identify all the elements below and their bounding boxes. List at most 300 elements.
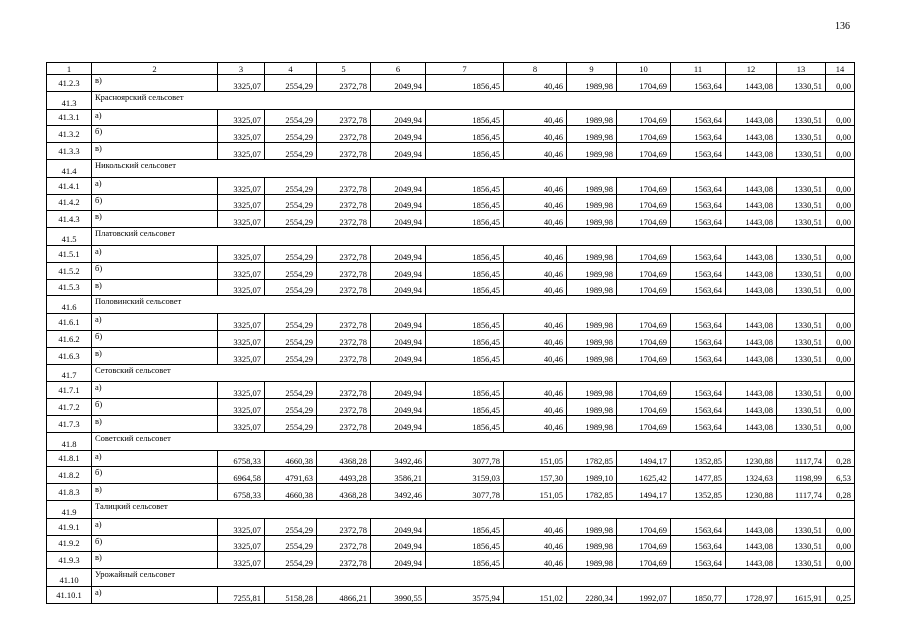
- table-cell: 1494,17: [617, 484, 671, 501]
- table-cell: 40,46: [504, 75, 567, 92]
- table-cell: 40,46: [504, 211, 567, 228]
- table-cell: 2554,29: [265, 109, 317, 126]
- section-row: [47, 159, 855, 177]
- table-cell: 1443,08: [726, 262, 777, 279]
- table-cell: 3325,07: [218, 347, 265, 364]
- table-cell: 1443,08: [726, 211, 777, 228]
- table-cell: 4493,28: [317, 467, 371, 484]
- table-cell: 1443,08: [726, 382, 777, 399]
- table-cell: 40,46: [504, 177, 567, 194]
- table-cell: 3325,07: [218, 143, 265, 160]
- table-cell: 1989,98: [567, 399, 617, 416]
- table-cell: 40,46: [504, 126, 567, 143]
- table-cell: 1704,69: [617, 194, 671, 211]
- column-header: 1: [47, 63, 92, 75]
- table-cell: 4866,21: [317, 586, 371, 603]
- table-cell: 0,00: [826, 109, 855, 126]
- table-row: [47, 330, 855, 347]
- table-cell: 2049,94: [371, 279, 426, 296]
- table-cell: 1704,69: [617, 75, 671, 92]
- row-subitem: а): [92, 245, 218, 262]
- table-cell: 1330,51: [777, 245, 826, 262]
- table-cell: 1563,64: [671, 143, 726, 160]
- table-cell: 1704,69: [617, 109, 671, 126]
- table-row: [47, 279, 855, 296]
- table-cell: 2049,94: [371, 518, 426, 535]
- table-cell: 1443,08: [726, 75, 777, 92]
- table-cell: 2554,29: [265, 126, 317, 143]
- section-row: [47, 364, 855, 382]
- table-cell: 1856,45: [426, 399, 504, 416]
- table-cell: 2372,78: [317, 177, 371, 194]
- table-cell: 2554,29: [265, 399, 317, 416]
- section-title: Сетовский сельсовет: [92, 364, 855, 382]
- table-cell: 3325,07: [218, 75, 265, 92]
- table-cell: 0,00: [826, 552, 855, 569]
- table-cell: 1989,98: [567, 109, 617, 126]
- table-cell: 1989,98: [567, 126, 617, 143]
- table-cell: 1704,69: [617, 245, 671, 262]
- table-cell: 2554,29: [265, 194, 317, 211]
- section-row: [47, 91, 855, 109]
- row-code: 41.3: [47, 91, 92, 109]
- row-subitem: б): [92, 535, 218, 552]
- table-cell: 0,00: [826, 330, 855, 347]
- table-cell: 1443,08: [726, 415, 777, 432]
- table-cell: 1856,45: [426, 262, 504, 279]
- section-title: Никольский сельсовет: [92, 159, 855, 177]
- table-cell: 3325,07: [218, 314, 265, 331]
- column-header: 11: [671, 63, 726, 75]
- table-cell: 2049,94: [371, 399, 426, 416]
- table-cell: 1856,45: [426, 330, 504, 347]
- table-cell: 7255,81: [218, 586, 265, 603]
- row-subitem: в): [92, 211, 218, 228]
- table-cell: 1494,17: [617, 450, 671, 467]
- table-row: [47, 415, 855, 432]
- table-cell: 3325,07: [218, 382, 265, 399]
- table-cell: 2372,78: [317, 552, 371, 569]
- table-cell: 1443,08: [726, 109, 777, 126]
- table-cell: 2049,94: [371, 126, 426, 143]
- row-subitem: а): [92, 586, 218, 603]
- table-cell: 2049,94: [371, 211, 426, 228]
- table-cell: 3325,07: [218, 177, 265, 194]
- row-code: 41.4: [47, 159, 92, 177]
- table-cell: 1443,08: [726, 535, 777, 552]
- table-cell: 1330,51: [777, 279, 826, 296]
- row-code: 41.6.2: [47, 330, 92, 347]
- table-cell: 1989,98: [567, 552, 617, 569]
- table-cell: 157,30: [504, 467, 567, 484]
- table-cell: 2554,29: [265, 347, 317, 364]
- row-code: 41.9.1: [47, 518, 92, 535]
- table-cell: 0,00: [826, 245, 855, 262]
- table-cell: 1477,85: [671, 467, 726, 484]
- column-header: 12: [726, 63, 777, 75]
- table-cell: 3325,07: [218, 535, 265, 552]
- table-cell: 1117,74: [777, 484, 826, 501]
- table-cell: 40,46: [504, 109, 567, 126]
- table-cell: 1330,51: [777, 552, 826, 569]
- table-row: [47, 75, 855, 92]
- table-cell: 1989,98: [567, 518, 617, 535]
- table-row: [47, 450, 855, 467]
- table-cell: 1230,88: [726, 484, 777, 501]
- table-row: [47, 245, 855, 262]
- table-cell: 1992,07: [617, 586, 671, 603]
- table-cell: 2372,78: [317, 75, 371, 92]
- table-cell: 2554,29: [265, 245, 317, 262]
- table-cell: 1330,51: [777, 75, 826, 92]
- table-cell: 2372,78: [317, 347, 371, 364]
- table-cell: 1443,08: [726, 347, 777, 364]
- row-subitem: б): [92, 399, 218, 416]
- table-cell: 2372,78: [317, 382, 371, 399]
- table-cell: 1615,91: [777, 586, 826, 603]
- table-cell: 40,46: [504, 245, 567, 262]
- section-title: Половинский сельсовет: [92, 296, 855, 314]
- table-cell: 40,46: [504, 347, 567, 364]
- data-table: [46, 62, 855, 604]
- table-cell: 1563,64: [671, 194, 726, 211]
- table-cell: 2554,29: [265, 279, 317, 296]
- table-cell: 1352,85: [671, 450, 726, 467]
- table-cell: 2049,94: [371, 535, 426, 552]
- column-header: 7: [426, 63, 504, 75]
- table-cell: 1330,51: [777, 535, 826, 552]
- row-subitem: а): [92, 518, 218, 535]
- table-cell: 1563,64: [671, 518, 726, 535]
- table-row: [47, 552, 855, 569]
- table-row: [47, 535, 855, 552]
- table-cell: 1330,51: [777, 382, 826, 399]
- table-cell: 1563,64: [671, 126, 726, 143]
- row-subitem: в): [92, 484, 218, 501]
- table-cell: 1856,45: [426, 194, 504, 211]
- row-subitem: в): [92, 552, 218, 569]
- table-cell: 2280,34: [567, 586, 617, 603]
- table-cell: 0,00: [826, 143, 855, 160]
- table-cell: 1704,69: [617, 262, 671, 279]
- table-cell: 6,53: [826, 467, 855, 484]
- row-code: 41.4.2: [47, 194, 92, 211]
- table-cell: 1856,45: [426, 347, 504, 364]
- table-cell: 3325,07: [218, 262, 265, 279]
- table-cell: 2372,78: [317, 535, 371, 552]
- table-cell: 1728,97: [726, 586, 777, 603]
- table-cell: 0,28: [826, 450, 855, 467]
- table-cell: 2372,78: [317, 279, 371, 296]
- table-cell: 1443,08: [726, 330, 777, 347]
- table-cell: 1989,98: [567, 143, 617, 160]
- table-cell: 1330,51: [777, 109, 826, 126]
- table-cell: 1989,98: [567, 177, 617, 194]
- table-cell: 2049,94: [371, 177, 426, 194]
- table-cell: 0,00: [826, 399, 855, 416]
- row-code: 41.8.1: [47, 450, 92, 467]
- table-cell: 2049,94: [371, 415, 426, 432]
- table-row: [47, 347, 855, 364]
- table-cell: 1625,42: [617, 467, 671, 484]
- row-code: 41.3.3: [47, 143, 92, 160]
- table-cell: 1989,98: [567, 194, 617, 211]
- table-cell: 1704,69: [617, 143, 671, 160]
- row-subitem: в): [92, 347, 218, 364]
- table-cell: 1443,08: [726, 518, 777, 535]
- table-cell: 40,46: [504, 552, 567, 569]
- section-title: Талицкий сельсовет: [92, 500, 855, 518]
- table-cell: 1324,63: [726, 467, 777, 484]
- table-cell: 3575,94: [426, 586, 504, 603]
- table-cell: 6964,58: [218, 467, 265, 484]
- row-code: 41.5.1: [47, 245, 92, 262]
- table-cell: 2554,29: [265, 262, 317, 279]
- table-cell: 2049,94: [371, 245, 426, 262]
- table-cell: 1563,64: [671, 347, 726, 364]
- row-code: 41.3.1: [47, 109, 92, 126]
- table-cell: 3325,07: [218, 330, 265, 347]
- table-cell: 0,00: [826, 518, 855, 535]
- table-cell: 1443,08: [726, 194, 777, 211]
- table-cell: 2554,29: [265, 75, 317, 92]
- table-row: [47, 484, 855, 501]
- section-row: [47, 569, 855, 587]
- row-code: 41.6.3: [47, 347, 92, 364]
- section-row: [47, 228, 855, 246]
- table-cell: 2554,29: [265, 177, 317, 194]
- table-cell: 1563,64: [671, 415, 726, 432]
- table-cell: 0,00: [826, 279, 855, 296]
- table-cell: 2372,78: [317, 143, 371, 160]
- table-cell: 1856,45: [426, 382, 504, 399]
- table-cell: 0,00: [826, 314, 855, 331]
- table-cell: 40,46: [504, 314, 567, 331]
- table-cell: 1856,45: [426, 126, 504, 143]
- table-cell: 40,46: [504, 535, 567, 552]
- table-cell: 0,00: [826, 177, 855, 194]
- table-row: [47, 314, 855, 331]
- row-subitem: а): [92, 314, 218, 331]
- table-cell: 40,46: [504, 330, 567, 347]
- table-cell: 40,46: [504, 399, 567, 416]
- table-cell: 40,46: [504, 382, 567, 399]
- table-cell: 1989,98: [567, 245, 617, 262]
- table-row: [47, 211, 855, 228]
- table-cell: 1443,08: [726, 126, 777, 143]
- table-cell: 151,05: [504, 484, 567, 501]
- table-cell: 1330,51: [777, 211, 826, 228]
- table-cell: 40,46: [504, 262, 567, 279]
- table-cell: 2049,94: [371, 109, 426, 126]
- table-cell: 1989,98: [567, 330, 617, 347]
- table-cell: 3990,55: [371, 586, 426, 603]
- table-cell: 1856,45: [426, 143, 504, 160]
- row-subitem: б): [92, 126, 218, 143]
- table-cell: 3492,46: [371, 450, 426, 467]
- table-cell: 1989,98: [567, 75, 617, 92]
- row-subitem: в): [92, 75, 218, 92]
- table-cell: 1782,85: [567, 450, 617, 467]
- table-row: [47, 177, 855, 194]
- table-cell: 151,05: [504, 450, 567, 467]
- row-subitem: а): [92, 382, 218, 399]
- table-cell: 1856,45: [426, 518, 504, 535]
- table-cell: 151,02: [504, 586, 567, 603]
- table-cell: 40,46: [504, 415, 567, 432]
- table-cell: 2554,29: [265, 330, 317, 347]
- table-cell: 1856,45: [426, 314, 504, 331]
- table-row: [47, 467, 855, 484]
- table-cell: 3586,21: [371, 467, 426, 484]
- table-cell: 0,00: [826, 194, 855, 211]
- table-row: [47, 143, 855, 160]
- table-row: [47, 586, 855, 603]
- table-cell: 1989,98: [567, 382, 617, 399]
- table-cell: 1563,64: [671, 552, 726, 569]
- table-cell: 1856,45: [426, 177, 504, 194]
- column-header: 9: [567, 63, 617, 75]
- table-cell: 3325,07: [218, 552, 265, 569]
- table-cell: 1230,88: [726, 450, 777, 467]
- row-code: 41.8.3: [47, 484, 92, 501]
- section-row: [47, 296, 855, 314]
- table-cell: 2372,78: [317, 518, 371, 535]
- row-code: 41.9.2: [47, 535, 92, 552]
- table-cell: 1330,51: [777, 314, 826, 331]
- column-header: 2: [92, 63, 218, 75]
- table-cell: 1850,77: [671, 586, 726, 603]
- row-subitem: в): [92, 143, 218, 160]
- table-cell: 1856,45: [426, 415, 504, 432]
- column-header: 13: [777, 63, 826, 75]
- table-cell: 3325,07: [218, 518, 265, 535]
- section-title: Платовский сельсовет: [92, 228, 855, 246]
- table-cell: 1704,69: [617, 126, 671, 143]
- table-cell: 1704,69: [617, 552, 671, 569]
- table-cell: 2372,78: [317, 126, 371, 143]
- table-cell: 2049,94: [371, 552, 426, 569]
- table-cell: 3077,78: [426, 484, 504, 501]
- table-cell: 40,46: [504, 518, 567, 535]
- table-cell: 0,00: [826, 415, 855, 432]
- table-cell: 1563,64: [671, 177, 726, 194]
- row-code: 41.8: [47, 432, 92, 450]
- column-header: 8: [504, 63, 567, 75]
- table-cell: 1330,51: [777, 330, 826, 347]
- table-cell: 1704,69: [617, 399, 671, 416]
- table-cell: 1856,45: [426, 279, 504, 296]
- table-cell: 1563,64: [671, 75, 726, 92]
- table-cell: 1198,99: [777, 467, 826, 484]
- table-cell: 0,00: [826, 262, 855, 279]
- column-header: 10: [617, 63, 671, 75]
- row-code: 41.7.2: [47, 399, 92, 416]
- section-title: Урожайный сельсовет: [92, 569, 855, 587]
- column-header: 14: [826, 63, 855, 75]
- table-cell: 4368,28: [317, 450, 371, 467]
- table-cell: 1443,08: [726, 399, 777, 416]
- table-cell: 2049,94: [371, 143, 426, 160]
- table-cell: 1330,51: [777, 415, 826, 432]
- header-row: [47, 63, 855, 75]
- table-cell: 2372,78: [317, 399, 371, 416]
- table-cell: 0,00: [826, 75, 855, 92]
- row-code: 41.10: [47, 569, 92, 587]
- table-cell: 1563,64: [671, 314, 726, 331]
- table-cell: 6758,33: [218, 450, 265, 467]
- table-cell: 2554,29: [265, 552, 317, 569]
- table-cell: 2049,94: [371, 347, 426, 364]
- table-cell: 1704,69: [617, 347, 671, 364]
- table-cell: 2554,29: [265, 314, 317, 331]
- table-cell: 2372,78: [317, 262, 371, 279]
- column-header: 4: [265, 63, 317, 75]
- table-cell: 1704,69: [617, 279, 671, 296]
- table-cell: 2049,94: [371, 330, 426, 347]
- table-cell: 1563,64: [671, 535, 726, 552]
- table-cell: 0,00: [826, 126, 855, 143]
- table-row: [47, 518, 855, 535]
- table-cell: 4660,38: [265, 450, 317, 467]
- table-cell: 2372,78: [317, 194, 371, 211]
- row-subitem: б): [92, 467, 218, 484]
- table-cell: 1330,51: [777, 194, 826, 211]
- table-cell: 1563,64: [671, 382, 726, 399]
- column-header: 3: [218, 63, 265, 75]
- table-cell: 1989,98: [567, 279, 617, 296]
- table-cell: 2554,29: [265, 143, 317, 160]
- table-cell: 2372,78: [317, 109, 371, 126]
- table-cell: 2372,78: [317, 211, 371, 228]
- table-cell: 3325,07: [218, 109, 265, 126]
- table-body: [47, 63, 855, 604]
- table-row: [47, 194, 855, 211]
- table-cell: 2049,94: [371, 262, 426, 279]
- table-cell: 2372,78: [317, 330, 371, 347]
- table-cell: 1704,69: [617, 177, 671, 194]
- column-header: 6: [371, 63, 426, 75]
- table-cell: 1989,98: [567, 314, 617, 331]
- row-subitem: в): [92, 415, 218, 432]
- table-cell: 2049,94: [371, 194, 426, 211]
- table-cell: 1856,45: [426, 109, 504, 126]
- row-code: 41.6: [47, 296, 92, 314]
- table-cell: 1330,51: [777, 399, 826, 416]
- page-number: 136: [835, 21, 850, 32]
- table-cell: 3325,07: [218, 194, 265, 211]
- table-cell: 40,46: [504, 279, 567, 296]
- table-cell: 1782,85: [567, 484, 617, 501]
- table-cell: 1563,64: [671, 245, 726, 262]
- table-cell: 2049,94: [371, 314, 426, 331]
- table-cell: 1330,51: [777, 518, 826, 535]
- table-cell: 5158,28: [265, 586, 317, 603]
- table-cell: 0,00: [826, 347, 855, 364]
- row-code: 41.2.3: [47, 75, 92, 92]
- table-cell: 1704,69: [617, 330, 671, 347]
- table-cell: 0,00: [826, 211, 855, 228]
- table-cell: 0,28: [826, 484, 855, 501]
- table-cell: 1330,51: [777, 262, 826, 279]
- table-cell: 1563,64: [671, 211, 726, 228]
- table-cell: 1989,98: [567, 347, 617, 364]
- table-cell: 1443,08: [726, 177, 777, 194]
- table-row: [47, 126, 855, 143]
- table-cell: 1989,98: [567, 415, 617, 432]
- column-header: 5: [317, 63, 371, 75]
- table-cell: 0,00: [826, 382, 855, 399]
